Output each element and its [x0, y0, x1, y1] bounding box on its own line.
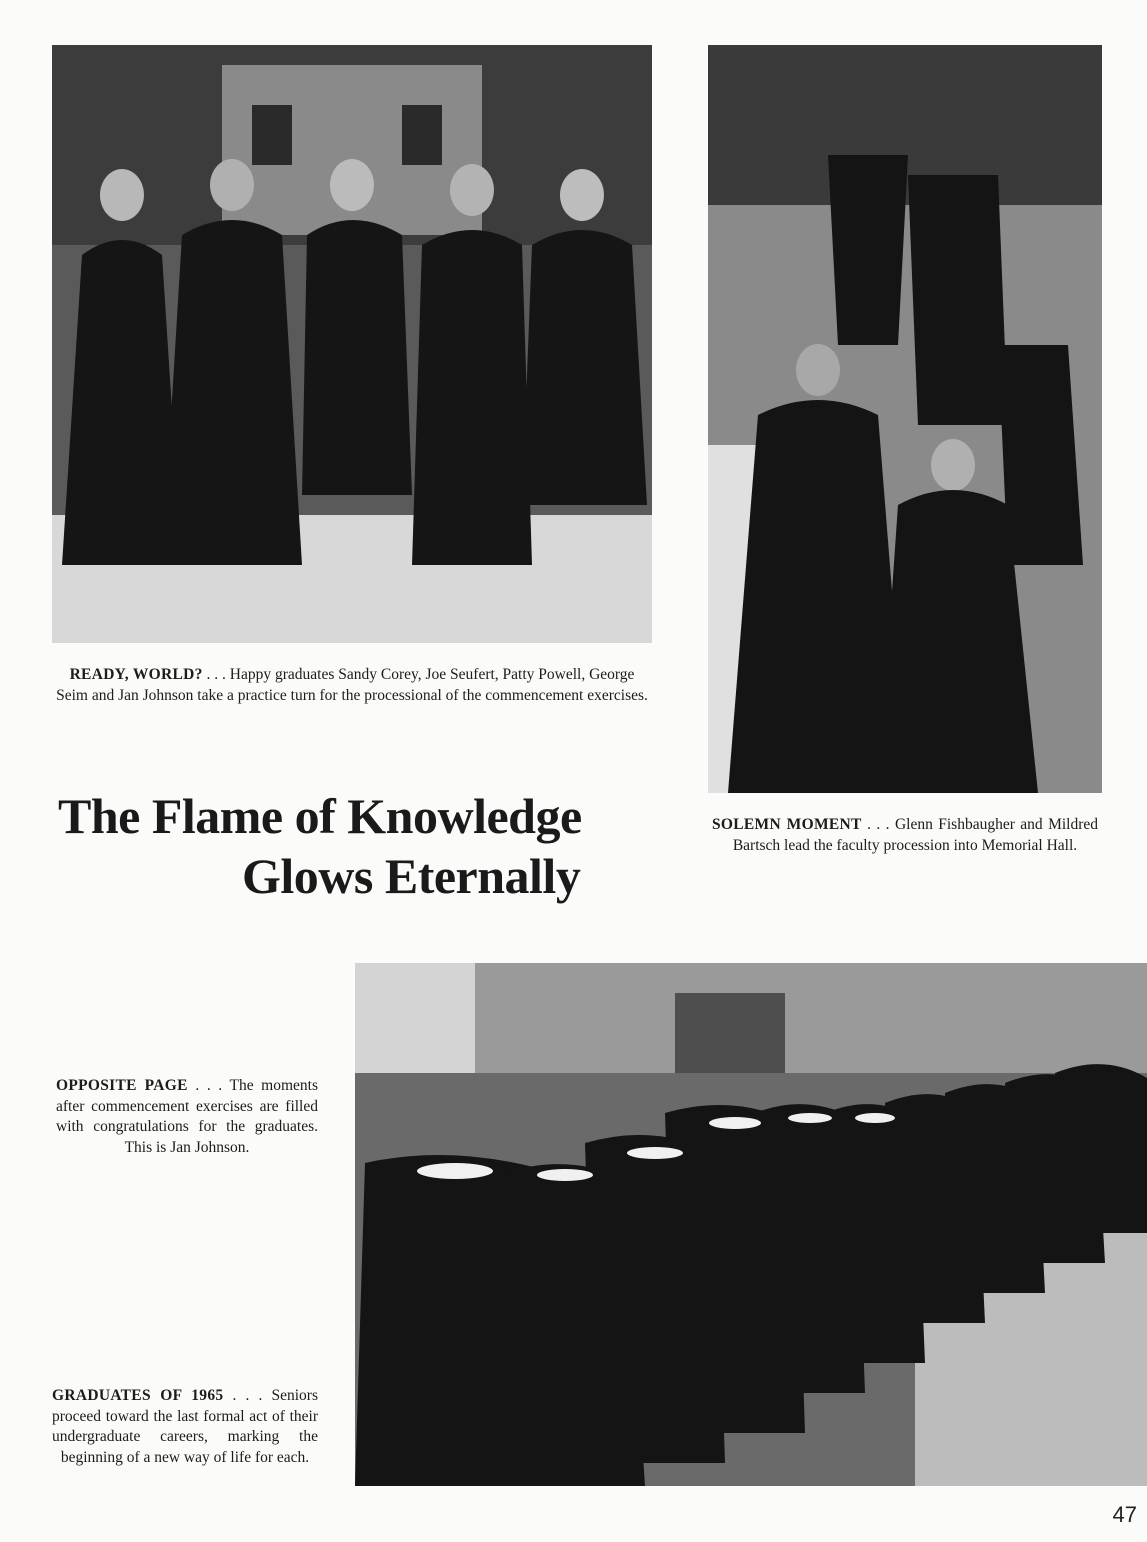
photo-ready-world	[52, 45, 652, 643]
page-title-line1: The Flame of Knowledge	[58, 788, 582, 844]
caption-solemn-moment-text: . . . Glenn Fishbaugher and Mildred Bartsch lead the faculty procession into Memorial Hall.	[732, 816, 1099, 854]
caption-opposite-page	[56, 1076, 318, 1158]
photo-ready-world-image	[52, 45, 652, 643]
page-number: 47	[1112, 1502, 1137, 1527]
photo-solemn-moment-image	[708, 45, 1102, 793]
photo-graduates-1965	[355, 963, 1147, 1486]
caption-graduates-1965-text: . . . Seniors proceed toward the last formal act of their undergraduate careers, marking the beginning of a new way of life for each.	[52, 1387, 318, 1466]
caption-graduates-1965-lead: GRADUATES OF 1965	[52, 1387, 224, 1404]
caption-solemn-moment	[712, 815, 1098, 856]
caption-ready-world-text: . . . Happy graduates Sandy Corey, Joe Seufert, Patty Powell, George Seim and Jan Johnson take a practice turn for the processional of the commencement exercises.	[56, 666, 648, 704]
caption-opposite-page-text: . . . The moments after commencement exercises are filled with congratulations for the graduates. This is Jan Johnson.	[56, 1077, 318, 1156]
caption-ready-world	[52, 665, 652, 706]
caption-graduates-1965	[52, 1386, 318, 1468]
photo-graduates-1965-image	[355, 963, 1147, 1486]
caption-opposite-page-lead: OPPOSITE PAGE	[56, 1077, 188, 1094]
photo-solemn-moment	[708, 45, 1102, 793]
caption-solemn-moment-lead: SOLEMN MOMENT	[712, 816, 862, 833]
caption-ready-world-lead: READY, WORLD?	[69, 666, 203, 683]
page-title-line2: Glows Eternally	[242, 848, 581, 904]
